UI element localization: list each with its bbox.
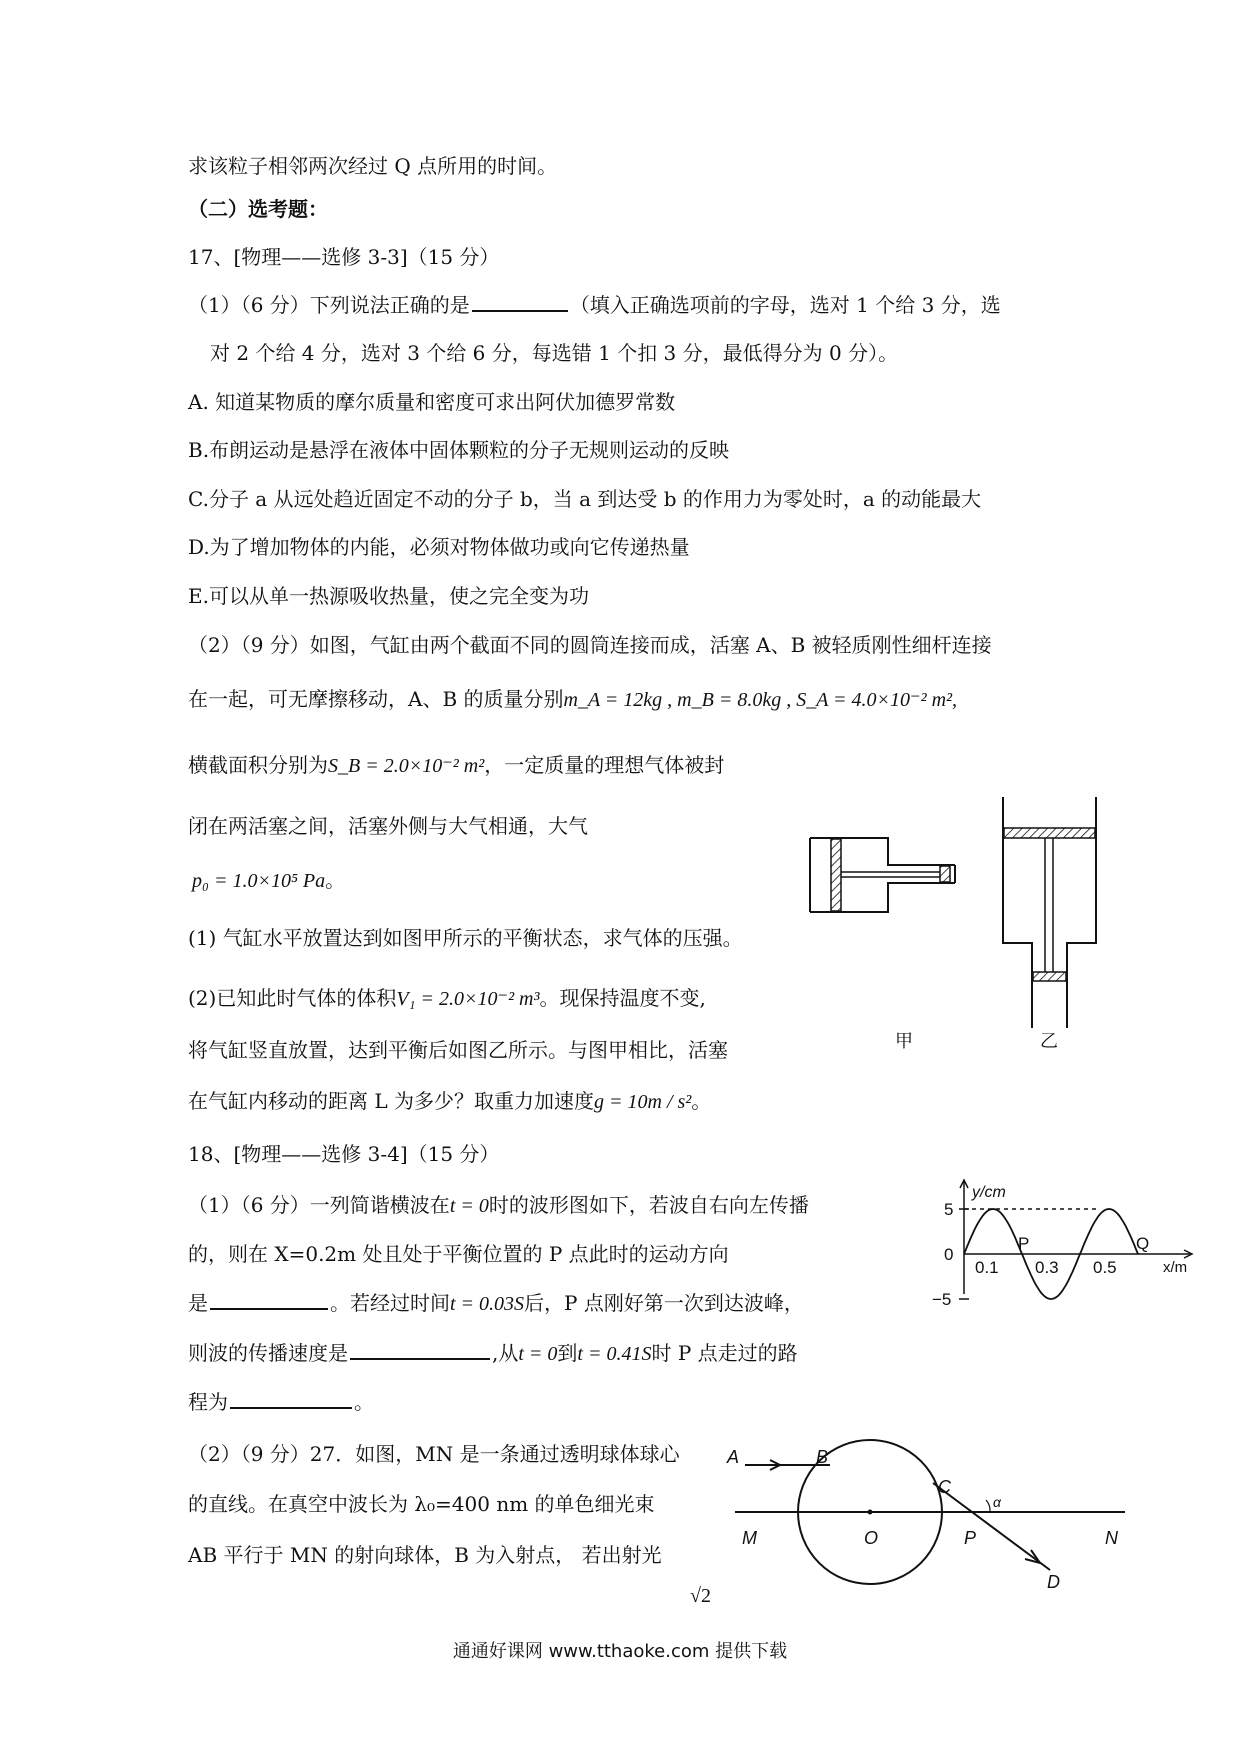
q17-part2-line2-text: 在一起，可无摩擦移动，A、B 的质量分别 [188,687,564,711]
sphere-center-dot [868,1510,873,1515]
angle-alpha-arc [986,1500,990,1512]
q17-pressure-formula: p₀ = 1.0×10⁵ Pa [192,870,326,892]
label-c: C [938,1477,951,1497]
wave-ytick-neg5: −5 [932,1290,952,1309]
q17-mass-formula: m_A = 12kg , m_B = 8.0kg , S_A = 4.0×10⁻² m², [563,689,958,711]
q18-title: 18、[物理——选修 3-4]（15 分） [188,1142,500,1166]
footer-watermark: 通通好课网 www.tthaoke.com 提供下载 [452,1641,788,1662]
q17-sub2-text-d: 在气缸内移动的距离 L 为多少？取重力加速度 [188,1089,594,1113]
label-a: A [727,1447,740,1467]
q17-part2-line4: 闭在两活塞之间，活塞外侧与大气相通，大气 [188,814,588,838]
q17-volume-formula: V₁ = 2.0×10⁻² m³ [396,988,540,1010]
wave-xtick-05: 0.5 [1093,1258,1117,1277]
q18-line1-text-b: 时的波形图如下，若波自右向左传播 [488,1193,809,1217]
q17-area-formula: S_B = 2.0×10⁻² m² [328,755,485,777]
label-b: B [816,1447,829,1467]
q17-part2-line3-text: 横截面积分别为 [188,753,328,777]
wave-ytick-0: 0 [944,1245,954,1264]
q18-line4-text-a: 则波的传播速度是 [188,1341,348,1365]
q18-time-end: t = 0.41S [577,1343,652,1365]
q17-sub2-line2: 将气缸竖直放置，达到平衡后如图乙所示。与图甲相比，活塞 [188,1038,728,1062]
q18-time-zero: t = 0 [449,1195,489,1217]
q17-option-d: D.为了增加物体的内能，必须对物体做功或向它传递热量 [188,535,690,559]
q17-sub2-end: 。 [691,1089,712,1113]
q17-part1-line2: 对 2 个给 4 分，选对 3 个给 6 分，每选错 1 个扣 3 分，最低得分为 0 分）。 [210,341,899,365]
wave-xtick-03: 0.3 [1035,1258,1059,1277]
label-p: P [964,1528,977,1548]
label-jia: 甲 [895,1031,913,1051]
q18-time-start: t = 0 [518,1343,558,1365]
q18-line3-text-a: 是 [188,1291,208,1315]
label-d: D [1047,1572,1060,1592]
q17-sub1: (1) 气缸水平放置达到如图甲所示的平衡状态，求气体的压强。 [188,926,743,950]
q17-gravity-formula: g = 10m / s² [594,1091,692,1113]
q18-part2-line2: 的直线。在真空中波长为 λ₀=400 nm 的单色细光束 [188,1492,655,1516]
sqrt-two: √2 [690,1585,711,1607]
q18-line4-text-b: ,从 [492,1341,519,1365]
q18-line2: 的，则在 X=0.2m 处且处于平衡位置的 P 点此时的运动方向 [188,1242,729,1266]
label-yi: 乙 [1040,1031,1058,1051]
q17-sub2-text-a: (2)已知此时气体的体积 [188,986,397,1010]
q18-line4-text-d: 时 P 点走过的路 [651,1341,798,1365]
q18-line1-text-a: （1）（6 分）一列简谐横波在 [188,1193,450,1217]
q17-option-b: B.布朗运动是悬浮在液体中固体颗粒的分子无规则运动的反映 [188,438,730,462]
q17-sub2-text-b: 。现保持温度不变, [539,986,706,1010]
q18-part2-line1: （2）（9 分）27．如图，MN 是一条通过透明球体球心 [188,1442,680,1466]
wave-ylabel: y/cm [972,1184,1006,1201]
q18-line5-text-a: 程为 [188,1390,228,1414]
q17-part2-line1: （2）（9 分）如图，气缸由两个截面不同的圆筒连接而成，活塞 A、B 被轻质刚性细杆连接 [188,633,992,657]
q18-part2-line3: AB 平行于 MN 的射向球体，B 为入射点， 若出射光 [188,1543,662,1567]
wave-point-q: Q [1136,1234,1150,1253]
label-alpha: α [993,1494,1001,1510]
q18-line3-text-b: 。若经过时间 [330,1291,450,1315]
q17-title: 17、[物理——选修 3-3]（15 分） [188,245,500,269]
q17-part2-line3-tail: ，一定质量的理想气体被封 [484,753,725,777]
wave-xtick-01: 0.1 [975,1258,999,1277]
label-n: N [1105,1528,1118,1548]
label-o: O [864,1528,879,1548]
intro-line: 求该粒子相邻两次经过 Q 点所用的时间。 [188,154,558,178]
q18-time-formula: t = 0.03S [450,1293,525,1315]
wave-ytick-5: 5 [944,1200,954,1219]
q17-part1-text-a: （1）（6 分）下列说法正确的是 [188,293,470,317]
q17-part2-line5-tail: 。 [325,868,346,892]
q18-line4-text-c: 到 [557,1341,578,1365]
label-m: M [742,1528,757,1548]
q17-option-e: E.可以从单一热源吸收热量，使之完全变为功 [188,584,589,608]
wave-point-p: P [1018,1234,1030,1253]
q17-part1-text-b: （填入正确选项前的字母，选对 1 个给 3 分，选 [569,293,1001,317]
q17-option-c: C.分子 a 从远处趋近固定不动的分子 b，当 a 到达受 b 的作用力为零处时，a 的动能最大 [188,487,982,511]
q18-line3-text-c: 后，P 点刚好第一次到达波峰， [524,1291,804,1315]
section-heading: （二）选考题： [188,197,328,221]
q18-line5-text-b: 。 [354,1390,374,1414]
wave-xlabel: x/m [1163,1259,1188,1276]
q17-option-a: A. 知道某物质的摩尔质量和密度可求出阿伏加德罗常数 [188,390,676,414]
